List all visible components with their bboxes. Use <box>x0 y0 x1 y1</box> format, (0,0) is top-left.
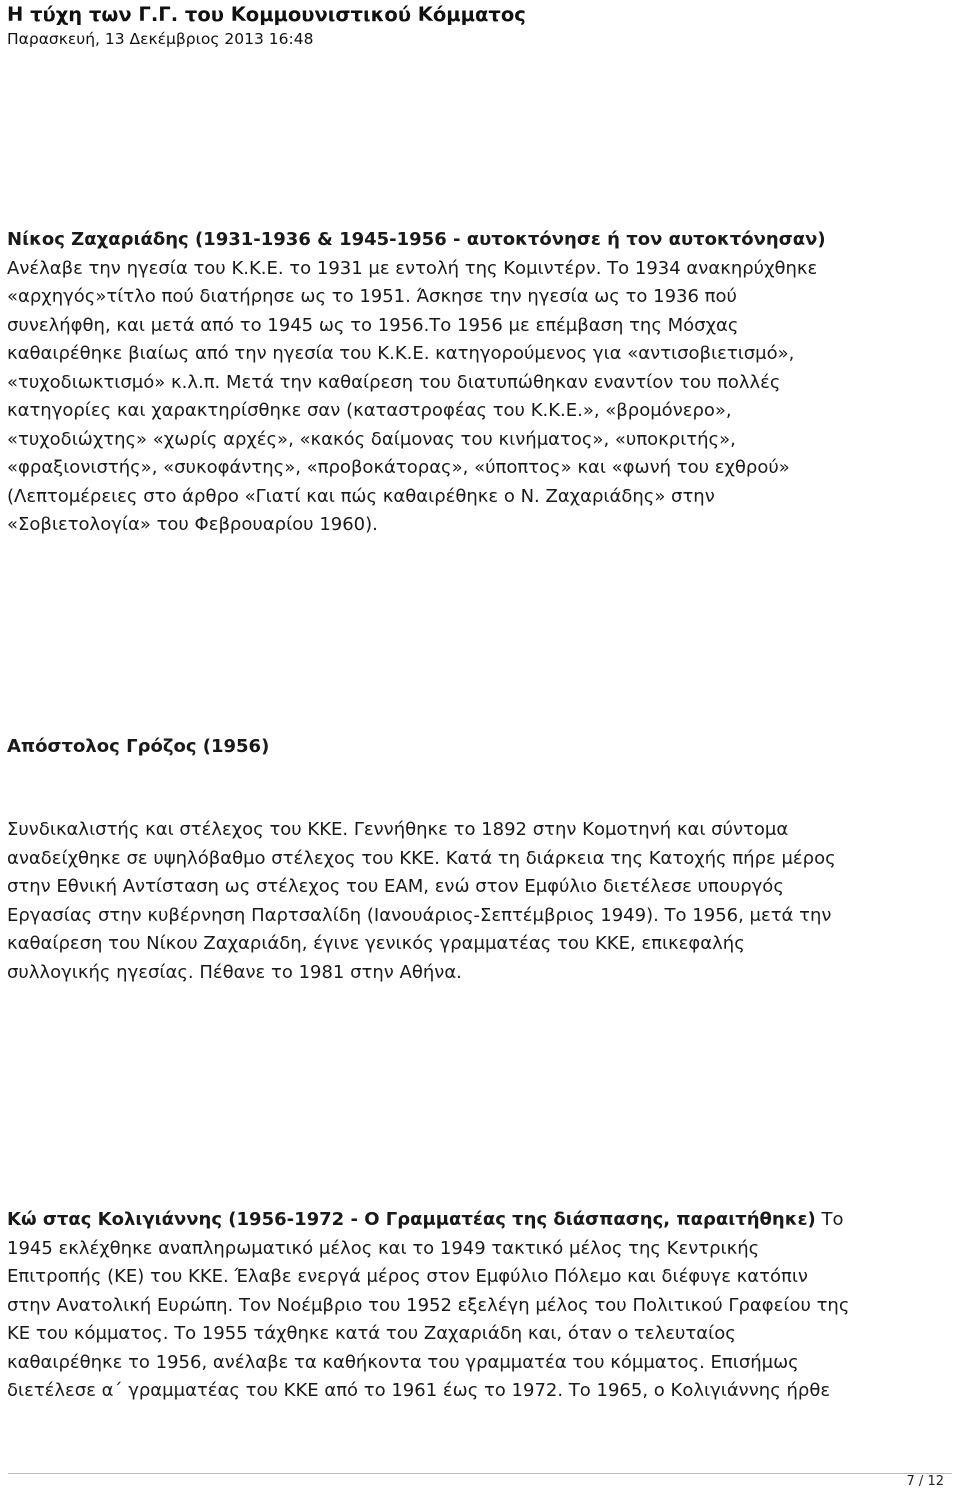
body-line: στην Ανατολική Ευρώπη. Τον Νοέμβριο του 1952 εξελέγη μέλος του Πολιτικού Γραφείου της <box>7 1294 850 1316</box>
body-line: κατηγορίες και χαρακτηρίσθηκε σαν (καταστροφέας του Κ.Κ.Ε.», «βρομόνερο», <box>7 400 732 421</box>
document-header <box>7 2 526 50</box>
section-grozos <box>7 816 953 987</box>
body-line: διετέλεσε α΄ γραμματέας του ΚΚΕ από το 1961 έως το 1972. Το 1965, ο Κολιγιάννης ήρθε <box>7 1380 831 1401</box>
body-line: καθαίρεση του Νίκου Ζαχαριάδη, έγινε γενικός γραμματέας του ΚΚΕ, επικεφαλής <box>7 933 745 954</box>
section-zachariadis <box>7 226 953 540</box>
section-heading: Κώ στας Κολιγιάννης (1956-1972 - Ο Γραμματέας της διάσπασης, παραιτήθηκε) <box>7 1209 816 1230</box>
heading-tail: Το <box>815 1209 844 1230</box>
body-line: Εργασίας στην κυβέρνηση Παρτσαλίδη (Ιανουάριος-Σεπτέμβριος 1949). Το 1956, μετά την <box>7 904 832 926</box>
body-line: στην Εθνική Αντίσταση ως στέλεχος του ΕΑΜ, ενώ στον Εμφύλιο διετέλεσε υπουργός <box>7 876 784 897</box>
body-line: αναδείχθηκε σε υψηλόβαθμο στέλεχος του ΚΚΕ. Κατά τη διάρκεια της Κατοχής πήρε μέρος <box>7 847 836 869</box>
document-title: Η τύχη των Γ.Γ. του Κομμουνιστικού Κόμματος <box>7 3 526 26</box>
body-line: «φραξιονιστής», «συκοφάντης», «προβοκάτορας», «ύποπτος» και «φωνή του εχθρού» <box>7 457 790 478</box>
body-line: «τυχοδιώχτης» «χωρίς αρχές», «κακός δαίμονας του κινήματος», «υποκριτής», <box>7 428 736 450</box>
body-line: συλλογικής ηγεσίας. Πέθανε το 1981 στην Αθήνα. <box>7 961 462 983</box>
body-line: ΚΕ του κόμματος. Το 1955 τάχθηκε κατά του Ζαχαριάδη και, όταν ο τελευταίος <box>7 1323 736 1344</box>
heading-line <box>7 1206 953 1235</box>
page-number: 7 / 12 <box>906 1474 944 1489</box>
body-line: καθαιρέθηκε το 1956, ανέλαβε τα καθήκοντα του γραμματέα του κόμματος. Επισήμως <box>7 1351 799 1373</box>
body-line: 1945 εκλέχθηκε αναπληρωματικό μέλος και το 1949 τακτικό μέλος της Κεντρικής <box>7 1237 760 1259</box>
body-line: Επιτροπής (ΚΕ) του ΚΚΕ. Έλαβε ενεργά μέρος στον Εμφύλιο Πόλεμο και διέφυγε κατόπιν <box>7 1266 808 1287</box>
footer-divider <box>8 1473 952 1474</box>
body-line: συνελήφθη, και μετά από το 1945 ως το 1956.Το 1956 με επέμβαση της Μόσχας <box>7 314 739 336</box>
body-line: «Σοβιετολογία» του Φεβρουαρίου 1960). <box>7 514 378 535</box>
section-heading: Νίκος Ζαχαριάδης (1931-1936 & 1945-1956 - αυτοκτόνησε ή τον αυτοκτόνησαν) <box>7 229 826 250</box>
body-line: Συνδικαλιστής και στέλεχος του ΚΚΕ. Γεννήθηκε το 1892 στην Κομοτηνή και σύντομα <box>7 819 789 840</box>
section-heading: Απόστολος Γρόζος (1956) <box>7 736 270 757</box>
body-line: (Λεπτομέρειες στο άρθρο «Γιατί και πώς καθαιρέθηκε ο Ν. Ζαχαριάδης» στην <box>7 485 715 507</box>
body-line: καθαιρέθηκε βιαίως από την ηγεσία του Κ.Κ.Ε. κατηγορούμενος για «αντισοβιετισμό», <box>7 343 795 364</box>
body-line: «τυχοδιωκτισμό» κ.λ.π. Μετά την καθαίρεση του διατυπώθηκαν εναντίον του πολλές <box>7 371 781 393</box>
body-line: «αρχηγός»τίτλο πού διατήρησε ως το 1951. Άσκησε την ηγεσία ως το 1936 πού <box>7 286 737 307</box>
body-line: Ανέλαβε την ηγεσία του Κ.Κ.Ε. το 1931 με εντολή της Κομιντέρν. Το 1934 ανακηρύχθηκε <box>7 257 818 279</box>
document-date: Παρασκευή, 13 Δεκέμβριος 2013 16:48 <box>7 30 314 48</box>
section-koligiannis <box>7 1206 953 1406</box>
